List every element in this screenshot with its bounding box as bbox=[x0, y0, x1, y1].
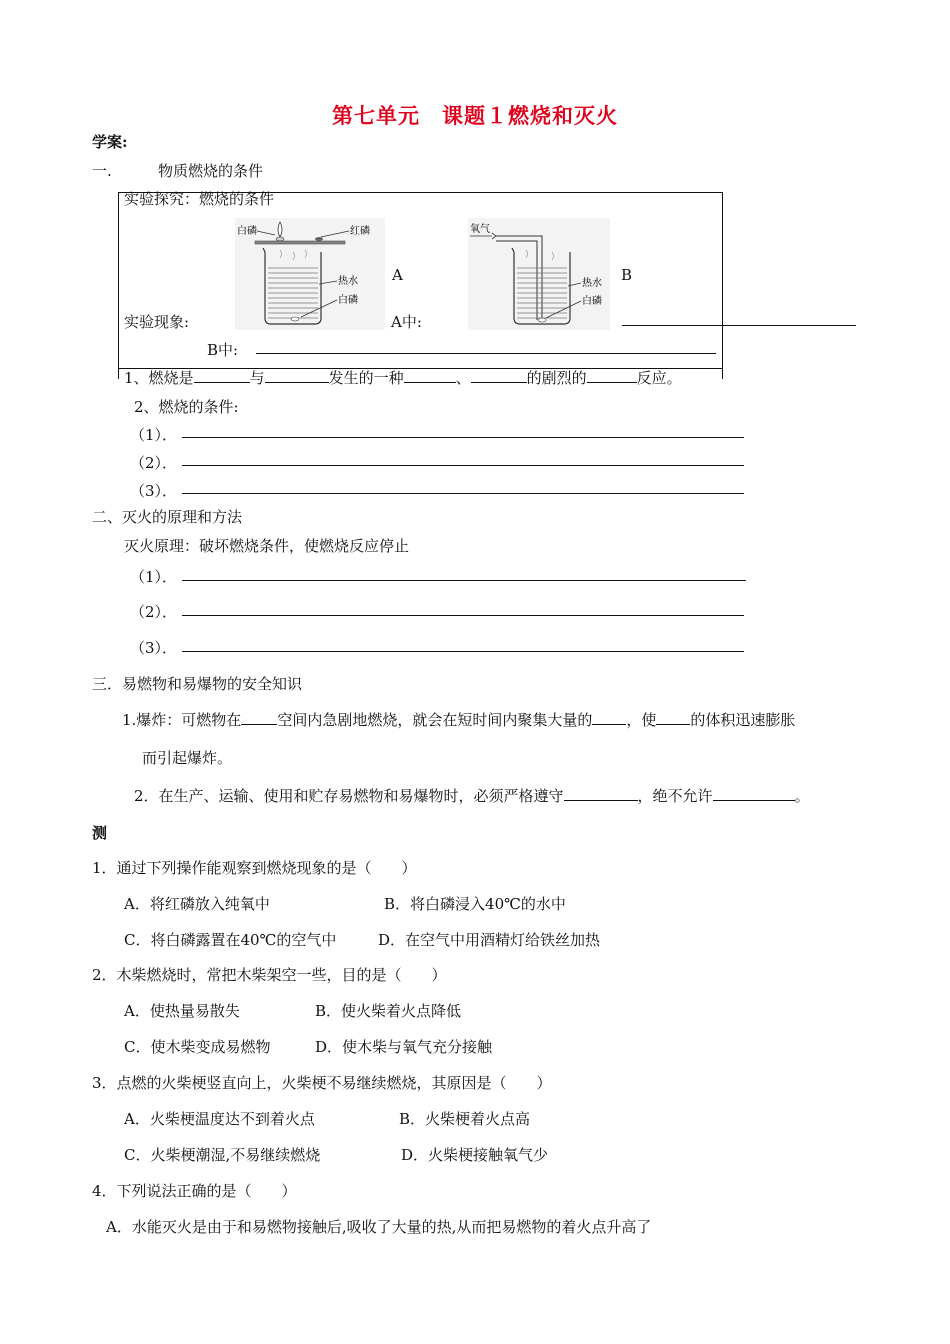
q1-option-c[interactable]: C．将白磷露置在40℃的空气中 bbox=[124, 931, 337, 949]
blank[interactable] bbox=[592, 710, 626, 725]
fig-a-label-red-phosphorus: 红磷 bbox=[350, 226, 370, 237]
explosion-definition: 1.爆炸：可燃物在 空间内急剧地燃烧，就会在短时间内聚集大量的 ，使 的体积迅速膨胀 bbox=[122, 711, 796, 729]
test-label: 测 bbox=[92, 824, 108, 842]
q3-option-c[interactable]: C．火柴梗潮湿,不易继续燃烧 bbox=[124, 1146, 321, 1164]
blank[interactable] bbox=[265, 368, 329, 383]
question-3-stem: 3．点燃的火柴梗竖直向上，火柴梗不易继续燃烧，其原因是（ ） bbox=[92, 1074, 552, 1092]
conditions-label: 2、燃烧的条件: bbox=[134, 398, 239, 416]
fig-b-label-oxygen: 氧气 bbox=[470, 224, 490, 235]
blank[interactable] bbox=[471, 368, 527, 383]
combustion-definition: 1、燃烧是 与 发生的一种 、 的剧烈的 反应。 bbox=[124, 369, 682, 387]
condition-3-blank[interactable] bbox=[182, 493, 744, 494]
figure-a-beaker bbox=[235, 218, 385, 330]
a-observation-blank[interactable] bbox=[622, 325, 856, 326]
fig-b-label-white-phosphorus: 白磷 bbox=[582, 296, 602, 307]
q2-option-c[interactable]: C．使木柴变成易燃物 bbox=[124, 1038, 271, 1056]
q3-option-a[interactable]: A．火柴梗温度达不到着火点 bbox=[124, 1110, 315, 1128]
method-1-label: （1）． bbox=[130, 568, 178, 586]
q1-option-a[interactable]: A．将红磷放入纯氧中 bbox=[124, 895, 270, 913]
method-3-blank[interactable] bbox=[182, 651, 744, 652]
phenomenon-label: 实验现象: bbox=[124, 313, 190, 331]
blank[interactable] bbox=[713, 786, 795, 801]
a-observation-label: A中: bbox=[391, 313, 422, 331]
explosion-definition-cont: 而引起爆炸。 bbox=[142, 749, 233, 767]
question-2-stem: 2．木柴燃烧时，常把木柴架空一些，目的是（ ） bbox=[92, 966, 447, 984]
blank[interactable] bbox=[241, 710, 277, 725]
question-4-stem: 4．下列说法正确的是（ ） bbox=[92, 1182, 297, 1200]
q2-option-b[interactable]: B．使火柴着火点降低 bbox=[315, 1002, 462, 1020]
section2-heading: 二、灭火的原理和方法 bbox=[92, 508, 243, 526]
question-1-stem: 1．通过下列操作能观察到燃烧现象的是（ ） bbox=[92, 859, 417, 877]
method-2-blank[interactable] bbox=[182, 615, 744, 616]
section3-heading: 三．易燃物和易爆物的安全知识 bbox=[92, 675, 303, 693]
q2-option-a[interactable]: A．使热量易散失 bbox=[124, 1002, 240, 1020]
study-label: 学案: bbox=[92, 133, 128, 151]
q3-option-b[interactable]: B．火柴梗着火点高 bbox=[399, 1110, 531, 1128]
figure-b-beaker bbox=[468, 218, 610, 330]
method-1-blank[interactable] bbox=[182, 580, 746, 581]
method-3-label: （3）． bbox=[130, 639, 178, 657]
b-observation-blank[interactable] bbox=[256, 353, 716, 354]
figure-a-letter: A bbox=[392, 266, 403, 284]
q1-option-d[interactable]: D．在空气中用酒精灯给铁丝加热 bbox=[378, 931, 601, 949]
condition-2-blank[interactable] bbox=[182, 465, 744, 466]
page-title: 第七单元 课题１燃烧和灭火 bbox=[332, 103, 618, 128]
blank[interactable] bbox=[564, 786, 638, 801]
safety-rule: 2．在生产、运输、使用和贮存易燃物和易爆物时，必须严格遵守 ，绝不允许 。 bbox=[134, 787, 810, 805]
blank[interactable] bbox=[656, 710, 690, 725]
condition-1-blank[interactable] bbox=[182, 437, 744, 438]
condition-3-label: （3）． bbox=[130, 482, 178, 500]
method-2-label: （2）． bbox=[130, 603, 178, 621]
fig-a-label-white-phosphorus-2: 白磷 bbox=[338, 295, 358, 306]
extinguish-principle: 灭火原理：破坏燃烧条件，使燃烧反应停止 bbox=[124, 537, 410, 555]
section1-number: 一. bbox=[92, 162, 112, 180]
section1-heading: 物质燃烧的条件 bbox=[158, 162, 264, 180]
blank[interactable] bbox=[587, 368, 637, 383]
q2-option-d[interactable]: D．使木柴与氧气充分接触 bbox=[315, 1038, 493, 1056]
q3-option-d[interactable]: D．火柴梗接触氧气少 bbox=[401, 1146, 549, 1164]
q4-option-a[interactable]: A．水能灭火是由于和易燃物接触后,吸收了大量的热,从而把易燃物的着火点升高了 bbox=[106, 1218, 652, 1236]
condition-1-label: （1）． bbox=[130, 426, 178, 444]
figure-b-letter: B bbox=[621, 266, 633, 284]
fig-b-label-hot-water: 热水 bbox=[582, 278, 602, 289]
fig-a-label-white-phosphorus: 白磷 bbox=[237, 226, 257, 237]
fig-a-label-hot-water: 热水 bbox=[338, 276, 358, 287]
b-observation-label: B中: bbox=[207, 341, 239, 359]
condition-2-label: （2）． bbox=[130, 454, 178, 472]
blank[interactable] bbox=[194, 368, 250, 383]
q1-option-b[interactable]: B．将白磷浸入40℃的水中 bbox=[384, 895, 566, 913]
blank[interactable] bbox=[404, 368, 456, 383]
experiment-title: 实验探究：燃烧的条件 bbox=[124, 190, 275, 208]
